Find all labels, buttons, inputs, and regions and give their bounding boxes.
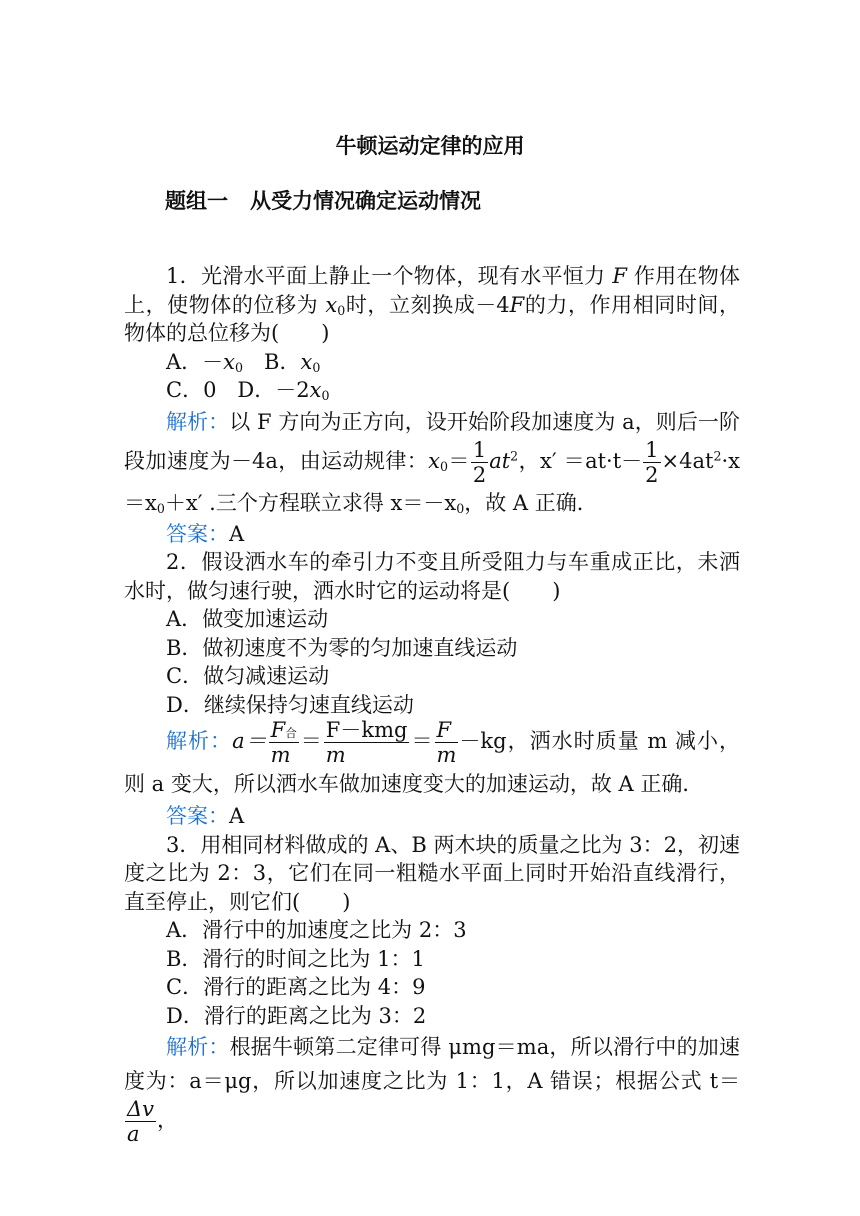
question-3-stem: 3．用相同材料做成的 A、B 两木块的质量之比为 3：2，初速度之比为 2：3，它们在同一粗糙水平面上同时开始沿直线滑行，直至停止，则它们( ) bbox=[124, 832, 740, 914]
question-3-option-b: B．滑行的时间之比为 1：1 bbox=[166, 946, 425, 971]
question-1-stem: 1．光滑水平面上静止一个物体，现有水平恒力 F 作用在物体上，使物体的位移为 $x_0$时，立刻换成－4F的力，作用相同时间，物体的总位移为( ) bbox=[124, 264, 740, 345]
section-heading bbox=[165, 185, 481, 215]
question-2-option-d: D．继续保持匀速直线运动 bbox=[166, 692, 414, 717]
content-body bbox=[124, 262, 740, 1145]
question-2-option-a: A．做变加速运动 bbox=[166, 607, 329, 632]
question-2-option-b: B．做初速度不为零的匀加速直线运动 bbox=[166, 635, 518, 660]
question-1-options-cd: C．0 D．$-2x_0$ bbox=[166, 378, 330, 404]
question-3-option-c: C．滑行的距离之比为 4：9 bbox=[166, 975, 426, 1000]
question-1-answer: 答案：A bbox=[166, 521, 245, 546]
answer-label: 答案： bbox=[166, 804, 229, 829]
question-2-answer: 答案：A bbox=[166, 804, 245, 829]
group-label: 题组一 bbox=[165, 189, 228, 213]
question-1-analysis: 解析：以 F 方向为正方向，设开始阶段加速度为 a，则后一阶段加速度为－4a，由运动规律：$x_0=$ $\frac{1}{2}$ $at^2$，x′ ＝at·t－ $\frac{1}{2}$ $\times 4at^2\cdot x=x_0+x'$ .三个方程联立求得 $x=-x_0$，故 A 正确． bbox=[124, 409, 740, 516]
question-2-stem: 2．假设洒水车的牵引力不变且所受阻力与车重成正比，未洒水时，做匀速行驶，洒水时它的运动将是( ) bbox=[124, 550, 740, 603]
analysis-label: 解析： bbox=[166, 729, 233, 754]
analysis-label: 解析： bbox=[166, 409, 230, 434]
question-1-options-ab: A．$-x_0$ B．$x_0$ bbox=[166, 349, 321, 375]
question-2-analysis: 解析：a＝ $\frac{\text{F合}}{m}$ ＝ $\frac{\text{F－kmg}}{m}$ ＝ $\frac{F}{m}$ －kg，洒水时质量 m 减小，则 a 变大，所以洒水车做加速度变大的加速运动，故 A 正确． bbox=[124, 718, 741, 797]
group-text: 从受力情况确定运动情况 bbox=[250, 189, 481, 213]
question-3-option-a: A．滑行中的加速度之比为 2：3 bbox=[166, 918, 467, 943]
question-3-analysis: 解析：根据牛顿第二定律可得 μmg＝ma，所以滑行中的加速度为：a＝μg，所以加速度之比为 1：1，A 错误；根据公式 t＝ $\frac{\Delta v}{a}$ ， bbox=[124, 1035, 740, 1147]
page-title: 牛顿运动定律的应用 bbox=[335, 134, 525, 158]
question-3-option-d: D．滑行的距离之比为 3：2 bbox=[166, 1003, 427, 1028]
answer-label: 答案： bbox=[166, 521, 229, 546]
analysis-label: 解析： bbox=[166, 1035, 230, 1060]
question-2-option-c: C．做匀减速运动 bbox=[166, 664, 330, 689]
